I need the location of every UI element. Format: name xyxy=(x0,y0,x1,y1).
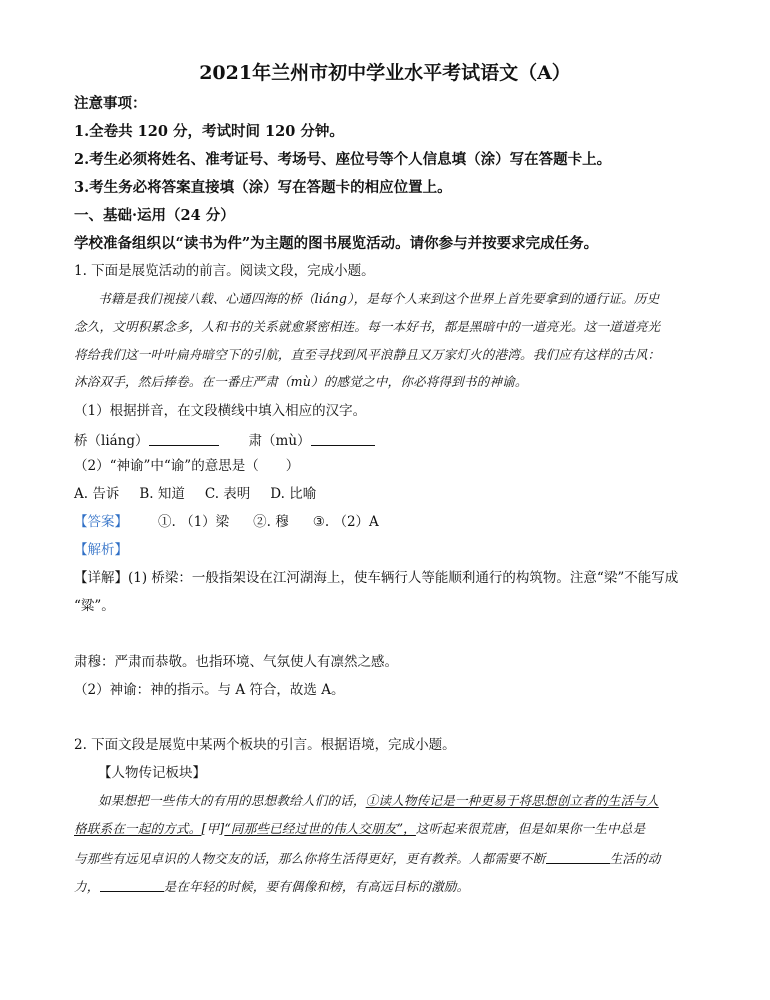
q2-passage-line-2 xyxy=(74,823,645,836)
question-1-stem: 1. 下面是展览活动的前言。阅读文段，完成小题。 xyxy=(74,263,375,279)
answer-tag: 【答案】 xyxy=(74,514,128,530)
detail-line-2: “粱”。 xyxy=(74,598,115,614)
passage-line-2: 念久，文明积累念多，人和书的关系就愈紧密相连。每一本好书，都是黑暗中的一道亮光。这一道道亮光 xyxy=(74,319,661,334)
answer-2: ②. 穆 xyxy=(253,514,289,530)
answer-1: ①. （1）梁 xyxy=(158,514,230,530)
answer-3: ③. （2）A xyxy=(312,514,379,530)
extra-line-2: （2）神谕：神的指示。与 A 符合，故选 A。 xyxy=(74,682,345,698)
extra-line-1: 肃穆：严肃而恭敬。也指环境、气氛使人有凛然之感。 xyxy=(74,654,398,670)
options-row xyxy=(74,488,316,502)
passage-line-1: 书籍是我们视接八载、心通四海的桥（liáng），是每个人来到这个世界上首先要拿到的通行证。历史 xyxy=(98,291,660,306)
q2-line2-text: 这听起来很荒唐，但是如果你一生中总是 xyxy=(415,821,646,836)
question-2-stem: 2. 下面文段是展览中某两个板块的引言。根据语境，完成小题。 xyxy=(74,737,456,753)
q2-line3-end: 生活的动 xyxy=(609,851,661,866)
notice-item-3: 3.考生务必将答案直接填（涂）写在答题卡的相应位置上。 xyxy=(74,179,452,196)
block-heading: 【人物传记板块】 xyxy=(98,765,206,781)
section-heading: 一、基础·运用（24 分） xyxy=(74,207,235,224)
subquestion-1: （1）根据拼音，在文段横线中填入相应的汉字。 xyxy=(74,403,367,419)
q2-blank-1[interactable] xyxy=(546,851,610,864)
q2-line1-text: 如果想把一些伟大的有用的思想教给人们的话， xyxy=(98,793,366,808)
underlined-sentence-1: ①读人物传记是一种更易于将思想创立者的生活与人 xyxy=(365,793,659,808)
subquestion-2: （2）“神谕”中“谕”的意思是（ ） xyxy=(74,458,300,474)
page-title: 2021年兰州市初中学业水平考试语文（A） xyxy=(199,62,571,84)
q2-passage-line-1 xyxy=(98,795,659,808)
option-d[interactable]: D. 比喻 xyxy=(270,486,317,502)
q2-line4-text: 是在年轻的时候，要有偶像和榜，有高远目标的激励。 xyxy=(163,879,470,894)
underlined-quote: “同那些已经过世的伟人交朋友”， xyxy=(224,821,416,836)
section-intro: 学校准备组织以“读书为件”为主题的图书展览活动。请你参与并按要求完成任务。 xyxy=(74,235,599,252)
detail-line-1: 【详解】(1) 桥梁：一般指架设在江河湖海上，使车辆行人等能顺利通行的构筑物。注意“梁”不能写成 xyxy=(74,570,679,586)
analysis-tag: 【解析】 xyxy=(74,542,128,558)
notice-heading: 注意事项： xyxy=(74,95,147,112)
fill-1-blank[interactable] xyxy=(149,433,219,446)
q2-line3-text: 与那些有远见卓识的人物交友的话，那么你将生活得更好，更有教养。人都需要不断 xyxy=(74,851,546,866)
option-b[interactable]: B. 知道 xyxy=(139,486,185,502)
q2-passage-line-4 xyxy=(74,879,469,894)
fill-2-blank[interactable] xyxy=(311,433,375,446)
underlined-sentence-1-end: 格联系在一起的方式。 xyxy=(74,821,202,836)
fill-blank-row xyxy=(74,433,375,449)
notice-item-2: 2.考生必须将姓名、准考证号、考场号、座位号等个人信息填（涂）写在答题卡上。 xyxy=(74,151,612,168)
option-a[interactable]: A. 告诉 xyxy=(74,486,120,502)
marker-jia: [甲] xyxy=(201,821,225,836)
passage-line-3: 将给我们这一叶叶扁舟暗空下的引航，直至寻找到风平浪静且又万家灯火的港湾。我们应有这样的古风： xyxy=(74,347,661,362)
q2-line4-start: 力， xyxy=(74,879,100,894)
option-c[interactable]: C. 表明 xyxy=(204,486,251,502)
q2-passage-line-3 xyxy=(74,851,661,866)
fill-1-label: 桥（liáng） xyxy=(74,433,149,449)
q2-blank-2[interactable] xyxy=(100,879,164,892)
fill-2-label: 肃（mù） xyxy=(248,433,311,449)
notice-item-1: 1.全卷共 120 分，考试时间 120 分钟。 xyxy=(74,123,344,140)
passage-line-4: 沐浴双手，然后捧卷。在一番庄严肃（mù）的感觉之中，你必将得到书的神谕。 xyxy=(74,374,528,389)
answer-row xyxy=(74,516,379,530)
